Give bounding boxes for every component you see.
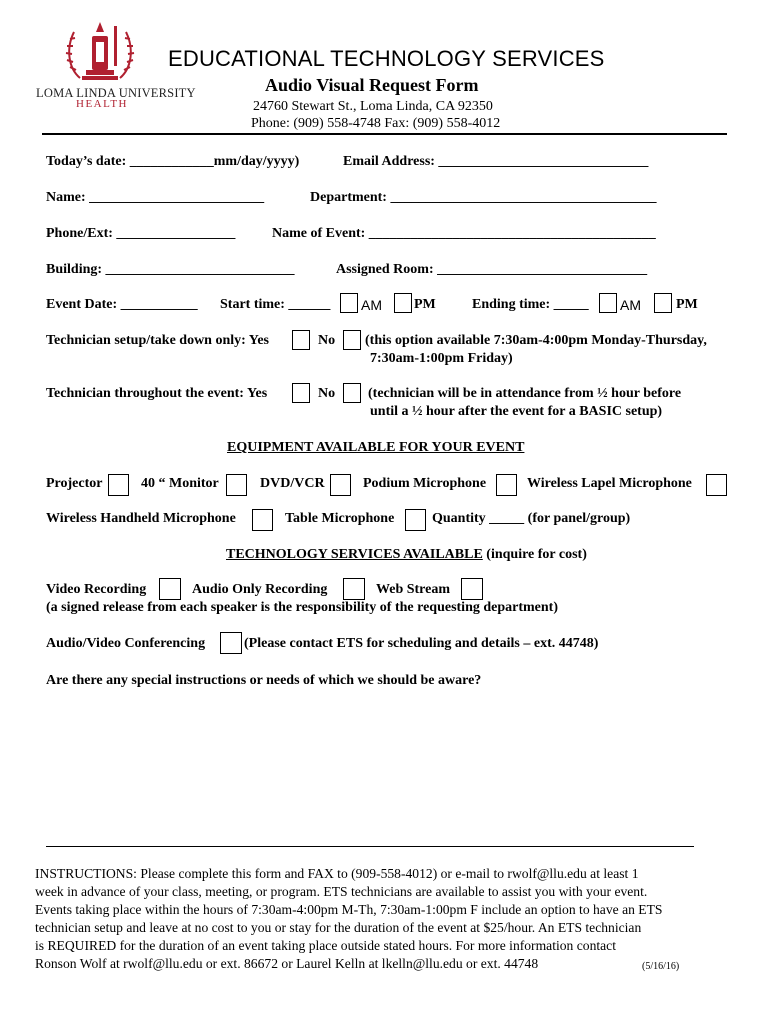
name-field[interactable]: Name: _________________________ bbox=[46, 190, 265, 205]
org-name-line1: LOMA LINDA UNIVERSITY bbox=[36, 86, 196, 100]
services-heading-note: (inquire for cost) bbox=[482, 547, 587, 562]
start-am-label: AM bbox=[361, 297, 382, 313]
setup-label: Technician setup/take down only: Yes bbox=[46, 333, 270, 348]
video-recording-label: Video Recording bbox=[46, 582, 147, 597]
revision-date: (5/16/16) bbox=[642, 961, 680, 972]
audio-recording-label: Audio Only Recording bbox=[192, 582, 328, 597]
lapel-mic-checkbox[interactable] bbox=[706, 474, 727, 496]
end-am-label: AM bbox=[620, 297, 641, 313]
conferencing-checkbox[interactable] bbox=[220, 632, 242, 654]
instructions-line: INSTRUCTIONS: Please complete this form and FAX to (909-558-4012) or e-mail to rwolf@llu.edu at least 1 bbox=[35, 866, 639, 881]
instructions-line: technician setup and leave at no cost to you or stay for the duration of the event at $25/hour. An ETS technician bbox=[35, 920, 642, 935]
monitor-checkbox[interactable] bbox=[226, 474, 247, 496]
setup-no-checkbox[interactable] bbox=[343, 330, 361, 350]
address: 24760 Stewart St., Loma Linda, CA 92350 bbox=[253, 99, 493, 114]
org-name-line2: HEALTH bbox=[76, 98, 128, 110]
projector-checkbox[interactable] bbox=[108, 474, 129, 496]
conferencing-label: Audio/Video Conferencing bbox=[46, 636, 206, 651]
setup-note-line1: (this option available 7:30am-4:00pm Monday-Thursday, bbox=[365, 333, 707, 348]
equipment-heading: EQUIPMENT AVAILABLE FOR YOUR EVENT bbox=[227, 440, 525, 455]
services-heading-wrap bbox=[226, 547, 587, 563]
assigned-room-field[interactable]: Assigned Room: ______________________________ bbox=[336, 262, 648, 277]
instructions-line: is REQUIRED for the duration of an event taking place outside stated hours. For more information contact bbox=[35, 938, 616, 953]
video-recording-checkbox[interactable] bbox=[159, 578, 181, 600]
end-am-checkbox[interactable] bbox=[599, 293, 617, 313]
setup-note-line2: 7:30am-1:00pm Friday) bbox=[370, 351, 513, 366]
throughout-no-label: No bbox=[318, 386, 336, 401]
conferencing-note: (Please contact ETS for scheduling and details – ext. 44748) bbox=[244, 636, 599, 651]
setup-yes-checkbox[interactable] bbox=[292, 330, 310, 350]
end-pm-checkbox[interactable] bbox=[654, 293, 672, 313]
dvd-vcr-checkbox[interactable] bbox=[330, 474, 351, 496]
projector-label: Projector bbox=[46, 476, 103, 491]
form-subtitle: Audio Visual Request Form bbox=[265, 75, 479, 95]
building-field[interactable]: Building: ___________________________ bbox=[46, 262, 295, 277]
audio-recording-checkbox[interactable] bbox=[343, 578, 365, 600]
throughout-yes-checkbox[interactable] bbox=[292, 383, 310, 403]
todays-date-field[interactable]: Today’s date: ____________mm/day/yyyy) bbox=[46, 154, 300, 169]
services-heading: TECHNOLOGY SERVICES AVAILABLE bbox=[226, 547, 483, 562]
throughout-note-line2: until a ½ hour after the event for a BASIC setup) bbox=[370, 404, 663, 419]
podium-mic-checkbox[interactable] bbox=[496, 474, 517, 496]
monitor-label: 40 “ Monitor bbox=[141, 476, 219, 491]
start-time-field[interactable]: Start time: ______ bbox=[220, 297, 331, 312]
throughout-note-line1: (technician will be in attendance from ½ hour before bbox=[368, 386, 682, 401]
department-field[interactable]: Department: ______________________________________ bbox=[310, 190, 657, 205]
llu-seal-logo bbox=[30, 18, 170, 88]
handheld-mic-label: Wireless Handheld Microphone bbox=[46, 511, 236, 526]
start-pm-checkbox[interactable] bbox=[394, 293, 412, 313]
event-name-field[interactable]: Name of Event: _________________________________________ bbox=[272, 226, 656, 241]
dvd-vcr-label: DVD/VCR bbox=[260, 476, 325, 491]
quantity-field[interactable]: Quantity _____ (for panel/group) bbox=[432, 511, 631, 526]
page-title: EDUCATIONAL TECHNOLOGY SERVICES bbox=[168, 46, 605, 71]
handheld-mic-checkbox[interactable] bbox=[252, 509, 273, 531]
setup-no-label: No bbox=[318, 333, 336, 348]
header-rule bbox=[42, 133, 727, 135]
throughout-label: Technician throughout the event: Yes bbox=[46, 386, 268, 401]
podium-mic-label: Podium Microphone bbox=[363, 476, 487, 491]
ending-time-field[interactable]: Ending time: _____ bbox=[472, 297, 589, 312]
end-pm-label: PM bbox=[676, 297, 698, 312]
instructions-line: Events taking place within the hours of 7:30am-4:00pm M-Th, 7:30am-1:00pm F include an option to have an ETS bbox=[35, 902, 663, 917]
release-note: (a signed release from each speaker is the responsibility of the requesting department) bbox=[46, 600, 559, 615]
web-stream-label: Web Stream bbox=[376, 582, 451, 597]
throughout-no-checkbox[interactable] bbox=[343, 383, 361, 403]
email-field[interactable]: Email Address: ______________________________ bbox=[343, 154, 649, 169]
instructions-line: Ronson Wolf at rwolf@llu.edu or ext. 86672 or Laurel Kelln at lkelln@llu.edu or ext. 44748 bbox=[35, 956, 539, 971]
lapel-mic-label: Wireless Lapel Microphone bbox=[527, 476, 692, 491]
event-date-field[interactable]: Event Date: ___________ bbox=[46, 297, 198, 312]
web-stream-checkbox[interactable] bbox=[461, 578, 483, 600]
special-instructions-question: Are there any special instructions or needs of which we should be aware? bbox=[46, 673, 482, 688]
phone-fax: Phone: (909) 558-4748 Fax: (909) 558-4012 bbox=[251, 116, 501, 131]
table-mic-checkbox[interactable] bbox=[405, 509, 426, 531]
special-instructions-line[interactable] bbox=[46, 846, 694, 847]
instructions-line: week in advance of your class, meeting, or program. ETS technicians are available to assist you with your event. bbox=[35, 884, 648, 899]
phone-ext-field[interactable]: Phone/Ext: _________________ bbox=[46, 226, 236, 241]
start-am-checkbox[interactable] bbox=[340, 293, 358, 313]
start-pm-label: PM bbox=[414, 297, 436, 312]
table-mic-label: Table Microphone bbox=[285, 511, 395, 526]
